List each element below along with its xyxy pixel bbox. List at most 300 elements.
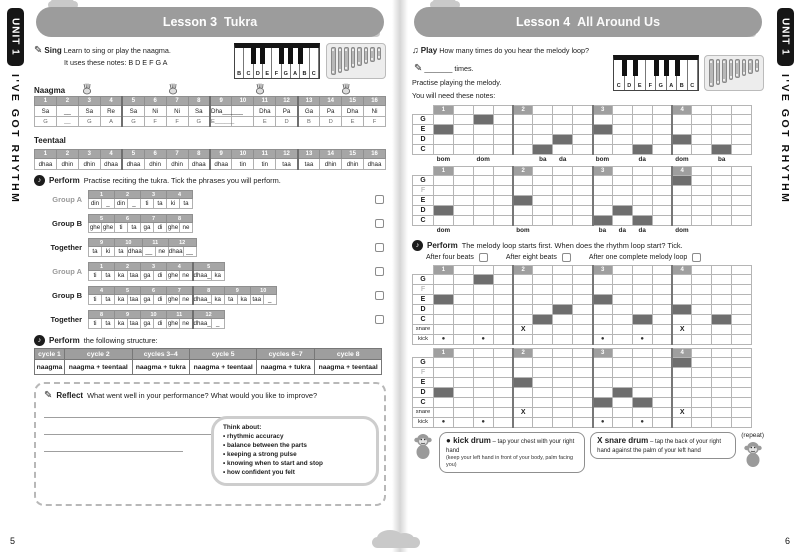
grid-cell	[553, 206, 573, 216]
beat-cell: Ga	[298, 106, 320, 117]
option-checkbox[interactable]	[479, 253, 488, 262]
grid-cell	[593, 206, 613, 216]
beat-number-cell: 7	[166, 97, 188, 106]
grid-cell	[513, 186, 533, 196]
grid-cell	[493, 124, 513, 134]
beat-cell: Ni	[364, 106, 386, 117]
phrase-checkbox[interactable]	[375, 195, 384, 204]
lyric-cell: ba	[598, 227, 607, 235]
bar-number-cell	[712, 265, 732, 274]
grid-cell	[513, 357, 533, 367]
teentaal-table-host	[34, 149, 386, 170]
pitch-label: C	[413, 144, 434, 154]
kick-drum-instruction	[439, 432, 585, 473]
play-section	[412, 43, 764, 102]
unit-sidebar-left	[0, 0, 30, 552]
grid-cell	[692, 284, 712, 294]
glockenspiel-bar	[729, 59, 734, 80]
grid-cell	[612, 357, 632, 367]
grid-cell	[434, 206, 454, 216]
melody-grid-1	[412, 105, 752, 164]
phrase-row	[34, 189, 386, 210]
beat-cell: dhin	[78, 159, 100, 170]
grid-cell	[593, 186, 613, 196]
pitch-label: G	[413, 357, 434, 367]
cycle-header-cell: cycle 2	[64, 349, 132, 360]
grid-cell	[652, 206, 672, 216]
grid-cell	[612, 387, 632, 397]
beat-number-cell: 10	[115, 239, 143, 247]
sing-line2: It uses these notes: B D E F G A	[64, 58, 168, 67]
grid-cell	[652, 134, 672, 144]
grid-cell	[593, 304, 613, 314]
music-note-icon: ♫	[412, 45, 419, 55]
beat-number-cell: 1	[35, 97, 57, 106]
grid-cell	[573, 274, 593, 284]
grid-cell	[533, 397, 553, 407]
grid-cell	[712, 294, 732, 304]
beat-cell: ghe	[167, 320, 179, 327]
grid-cell	[493, 397, 513, 407]
bar-number-cell: 4	[672, 167, 692, 176]
bar-number-cell	[692, 348, 712, 357]
lyric-cell	[732, 226, 752, 235]
beat-cell: ghe	[167, 224, 179, 231]
phrase-checkbox[interactable]	[375, 315, 384, 324]
beat-cell: ga	[141, 271, 154, 281]
grid-cell	[453, 324, 473, 334]
beat-number-cell: 2	[56, 97, 78, 106]
lesson-banner	[414, 7, 762, 37]
grid-cell	[712, 367, 732, 377]
grid-cell	[513, 274, 533, 284]
phrase-row	[34, 237, 386, 258]
grid-cell	[453, 144, 473, 154]
bar-number-cell	[573, 348, 593, 357]
grid-cell	[513, 334, 533, 344]
grid-cell	[672, 144, 692, 154]
lyric-cell	[553, 226, 573, 235]
beat-number-cell: 10	[232, 97, 254, 106]
beat-cell: di	[154, 223, 167, 233]
bar-number-cell	[493, 265, 513, 274]
melody-grid-2	[412, 166, 752, 235]
glockenspiel-bar	[716, 59, 721, 85]
teentaal-heading: Teentaal	[34, 136, 66, 145]
grid-cell: ●	[593, 334, 613, 344]
grid-cell: X	[513, 324, 533, 334]
grid-cell	[672, 134, 692, 144]
grid-cell	[573, 387, 593, 397]
drum-label: kick	[413, 417, 434, 427]
option-checkbox[interactable]	[692, 253, 701, 262]
grid-cell	[434, 294, 454, 304]
grid-cell	[493, 196, 513, 206]
phrase-row	[34, 213, 386, 234]
grid-cell	[434, 134, 454, 144]
beat-number-cell: 5	[89, 215, 115, 223]
pitch-label: C	[413, 397, 434, 407]
grid-cell	[434, 387, 454, 397]
grid-cell	[453, 294, 473, 304]
piano-black-key	[664, 60, 669, 76]
grid-cell	[712, 334, 732, 344]
beat-cell: dhin	[342, 159, 364, 170]
grid-cell	[533, 417, 553, 427]
bar-number-cell	[732, 265, 752, 274]
unit-sidebar-right	[770, 0, 800, 552]
rhythm-start-option: After one complete melody loop	[589, 253, 703, 262]
piano-key-c: C	[310, 48, 319, 78]
piano-key-b: B	[677, 60, 688, 90]
grid-cell	[732, 294, 752, 304]
grid-cell	[553, 367, 573, 377]
grid-cell	[632, 304, 652, 314]
piano-key-c: C	[244, 48, 253, 78]
beat-cell: Sa	[122, 106, 144, 117]
lyric-cell	[513, 154, 533, 163]
drum-instructions	[412, 432, 764, 473]
grid-cell	[434, 407, 454, 417]
beat-number-cell: 9	[115, 311, 141, 319]
grid-cell	[712, 144, 732, 154]
grid-cell	[493, 176, 513, 186]
grid-cell	[612, 206, 632, 216]
grid-cell	[593, 196, 613, 206]
grid-cell	[672, 284, 692, 294]
bar-number-cell	[533, 348, 553, 357]
structure-instruction: the following structure:	[83, 336, 158, 345]
phrase-checkbox[interactable]	[375, 267, 384, 276]
grid-cell	[553, 274, 573, 284]
grid-cell	[533, 294, 553, 304]
grid-cell	[712, 417, 732, 427]
beat-number-cell: 4	[167, 191, 193, 199]
grid-cell	[612, 304, 632, 314]
cycle-value-cell: naagma + teentaal	[189, 360, 257, 375]
grid-cell	[553, 407, 573, 417]
grid-cell	[672, 206, 692, 216]
snare-drum-text: – tap the back of your right hand against the palm of your left hand	[597, 438, 721, 454]
grid-cell	[612, 314, 632, 324]
unit-label: UNIT 1	[777, 8, 794, 66]
grid-cell	[453, 176, 473, 186]
bar-number-cell	[732, 105, 752, 114]
grid-cell	[672, 196, 692, 206]
grid-cell	[632, 407, 652, 417]
grid-cell	[732, 176, 752, 186]
beat-cell: Pa	[276, 106, 298, 117]
phrase-rows	[34, 189, 386, 330]
phrase-row	[34, 309, 386, 330]
grid-cell	[493, 334, 513, 344]
beat-number-cell: 11	[254, 150, 276, 159]
bar-number-cell	[493, 105, 513, 114]
beat-cell: taa	[298, 159, 320, 170]
grid-cell: ●	[434, 334, 454, 344]
grid-cell	[434, 186, 454, 196]
beat-cell: G	[122, 117, 144, 127]
grid-cell	[732, 387, 752, 397]
grid-cell	[473, 206, 493, 216]
grid-cell	[573, 334, 593, 344]
grid-cell	[453, 334, 473, 344]
phrase-table	[88, 214, 193, 233]
beat-cell: Ni	[144, 106, 166, 117]
grid-cell	[652, 176, 672, 186]
grid-cell	[434, 216, 454, 226]
lesson-banner	[36, 7, 384, 37]
clap-icon	[340, 83, 352, 95]
grid-cell	[533, 196, 553, 206]
glockenspiel-icon	[326, 43, 386, 79]
grid-cell	[453, 216, 473, 226]
play-label: Play	[420, 46, 438, 55]
lyric-cell	[652, 154, 672, 163]
grid-cell	[473, 397, 493, 407]
grid-cell	[593, 176, 613, 186]
lyric-cell	[652, 226, 672, 235]
grid-cell	[453, 314, 473, 324]
page-number: 6	[784, 536, 790, 546]
grid-cell: ●	[593, 417, 613, 427]
grid-cell: X	[672, 324, 692, 334]
grid-cell	[573, 294, 593, 304]
glockenspiel-icon	[704, 55, 764, 91]
grid-cell	[632, 397, 652, 407]
phrase-checkbox[interactable]	[375, 243, 384, 252]
grid-cell	[573, 114, 593, 124]
grid-cell	[573, 397, 593, 407]
perform-section-heading	[34, 175, 386, 186]
glockenspiel-bar	[344, 47, 349, 71]
lyric-cell	[473, 226, 493, 235]
grid-cell	[593, 367, 613, 377]
beat-number-cell: 8	[89, 311, 115, 319]
grid-cell	[593, 134, 613, 144]
grid-cell	[573, 196, 593, 206]
beat-number-cell: 7	[167, 287, 193, 295]
beat-number-cell: 9	[210, 97, 232, 106]
bar-number-cell	[712, 348, 732, 357]
grid-cell	[513, 367, 533, 377]
beat-cell: ti	[89, 319, 102, 329]
perform-section-heading	[412, 240, 764, 251]
beat-number-cell: 14	[320, 150, 342, 159]
grid-cell	[533, 144, 553, 154]
rhythm-grid-2-host	[412, 348, 764, 428]
grid-cell	[672, 334, 692, 344]
naagma-heading: Naagma	[34, 86, 66, 95]
beat-cell: E	[254, 117, 276, 127]
glockenspiel-bar	[748, 59, 753, 74]
grid-cell	[672, 114, 692, 124]
grid-cell: X	[672, 407, 692, 417]
grid-cell	[593, 324, 613, 334]
bar-number-cell	[712, 167, 732, 176]
grid-cell	[434, 144, 454, 154]
grid-cell	[453, 407, 473, 417]
pitch-label: D	[413, 134, 434, 144]
phrase-checkbox[interactable]	[375, 291, 384, 300]
beat-number-cell: 15	[342, 97, 364, 106]
pitch-label: D	[413, 304, 434, 314]
grid-cell	[473, 357, 493, 367]
grid-cell	[533, 206, 553, 216]
grid-cell	[553, 397, 573, 407]
right-content	[408, 0, 770, 552]
glockenspiel-bar	[357, 47, 362, 66]
beat-cell: G	[35, 117, 57, 127]
grid-cell	[712, 186, 732, 196]
piano-keyboard	[613, 55, 699, 91]
bar-number-cell: 4	[672, 265, 692, 274]
notes-text: You will need these notes:	[412, 90, 496, 100]
grid-cell	[493, 294, 513, 304]
bar-number-cell	[652, 167, 672, 176]
grid-cell	[434, 324, 454, 334]
sing-line1: Learn to sing or play the naagma.	[63, 46, 171, 55]
piano-black-key	[251, 48, 256, 64]
option-checkbox[interactable]	[562, 253, 571, 262]
grid-cell	[553, 124, 573, 134]
beat-cell: ne	[180, 271, 193, 281]
grid-cell	[612, 124, 632, 134]
think-item: • keeping a strong pulse	[223, 451, 367, 460]
beat-cell: Ni	[166, 106, 188, 117]
lyric-cell: da	[638, 155, 646, 163]
grid-cell	[612, 377, 632, 387]
grid-cell	[612, 367, 632, 377]
grid-cell	[672, 357, 692, 367]
grid-cell	[533, 216, 553, 226]
grid-cell	[533, 284, 553, 294]
lyric-cell	[453, 226, 473, 235]
grid-cell	[493, 274, 513, 284]
grid-cell	[473, 144, 493, 154]
beat-cell: F	[166, 117, 188, 127]
piano-black-key	[675, 60, 680, 76]
beat-number-cell: 8	[167, 215, 193, 223]
reflect-instruction: What went well in your performance? What would you like to improve?	[87, 391, 318, 400]
beat-number-cell: 4	[100, 97, 122, 106]
beat-cell: dhaa	[128, 248, 142, 255]
grid-cell	[453, 124, 473, 134]
grid-cell	[513, 144, 533, 154]
beat-cell: din	[89, 199, 102, 209]
writing-line[interactable]	[44, 401, 230, 418]
grid-cell	[513, 314, 533, 324]
sing-section	[34, 43, 386, 79]
phrase-table	[88, 238, 197, 257]
beat-cell: dhin	[166, 159, 188, 170]
times-blank[interactable]: _______ times.	[424, 64, 474, 74]
grid-cell	[513, 377, 533, 387]
beat-number-cell: 4	[89, 287, 115, 295]
beat-cell: ta	[224, 295, 237, 305]
grid-cell	[632, 294, 652, 304]
bar-number-cell: 2	[513, 167, 533, 176]
bar-number-cell: 2	[513, 105, 533, 114]
grid-cell	[672, 304, 692, 314]
drum-label: snare	[413, 324, 434, 334]
grid-cell	[732, 274, 752, 284]
lyric-cell: dom	[476, 155, 490, 163]
grid-cell	[513, 206, 533, 216]
grid-cell	[533, 357, 553, 367]
grid-cell	[692, 134, 712, 144]
grid-cell	[473, 367, 493, 377]
grid-cell	[732, 144, 752, 154]
grid-cell	[632, 314, 652, 324]
perform-label: Perform	[427, 240, 458, 250]
cycle-value-cell: naagma + teentaal	[64, 360, 132, 375]
beat-number-cell: 12	[193, 311, 225, 319]
grid-cell	[553, 334, 573, 344]
writing-line[interactable]	[44, 418, 230, 435]
grid-cell: ●	[632, 417, 652, 427]
lyric-cell	[573, 226, 593, 235]
glockenspiel-bar	[370, 47, 375, 62]
grid-cell	[612, 334, 632, 344]
lyric-cell	[453, 154, 473, 163]
grid-cell	[692, 176, 712, 186]
lyric-cell: bom	[516, 227, 530, 235]
phrase-row	[34, 261, 386, 282]
grid-cell	[593, 377, 613, 387]
grid-cell: ●	[434, 417, 454, 427]
bar-number-cell	[533, 105, 553, 114]
bar-number-cell	[612, 105, 632, 114]
grid-cell	[612, 274, 632, 284]
beat-number-cell: 2	[115, 263, 141, 271]
unit-title: I'VE GOT RHYTHM	[779, 73, 791, 205]
grid-cell	[573, 124, 593, 134]
phrase-checkbox[interactable]	[375, 219, 384, 228]
grid-cell	[593, 114, 613, 124]
beat-cell: ne	[180, 295, 193, 305]
grid-cell	[652, 304, 672, 314]
beat-cell: D	[276, 117, 298, 127]
beat-number-cell: 12	[276, 150, 298, 159]
grid-cell	[732, 334, 752, 344]
grid-cell	[632, 186, 652, 196]
beat-cell: ta	[102, 319, 115, 329]
beat-cell: dhaa_	[193, 296, 211, 303]
grid-cell	[553, 176, 573, 186]
pencil-icon: ✎	[414, 63, 423, 75]
naagma-table-host	[34, 96, 386, 127]
grid-cell	[573, 206, 593, 216]
bar-number-cell	[493, 348, 513, 357]
grid-cell	[473, 274, 493, 284]
bar-number-cell	[632, 265, 652, 274]
grid-cell	[692, 196, 712, 206]
grid-cell	[652, 407, 672, 417]
think-cloud	[211, 416, 379, 486]
grid-cell	[473, 176, 493, 186]
beat-cell: tin	[254, 159, 276, 170]
grid-cell	[732, 314, 752, 324]
grid-cell	[652, 387, 672, 397]
grid-cell	[493, 407, 513, 417]
grid-cell	[434, 274, 454, 284]
grid-cell	[573, 304, 593, 314]
grid-cell	[453, 304, 473, 314]
lyric-cell	[493, 226, 513, 235]
beat-cell: ki	[167, 199, 180, 209]
writing-line[interactable]	[44, 435, 183, 452]
